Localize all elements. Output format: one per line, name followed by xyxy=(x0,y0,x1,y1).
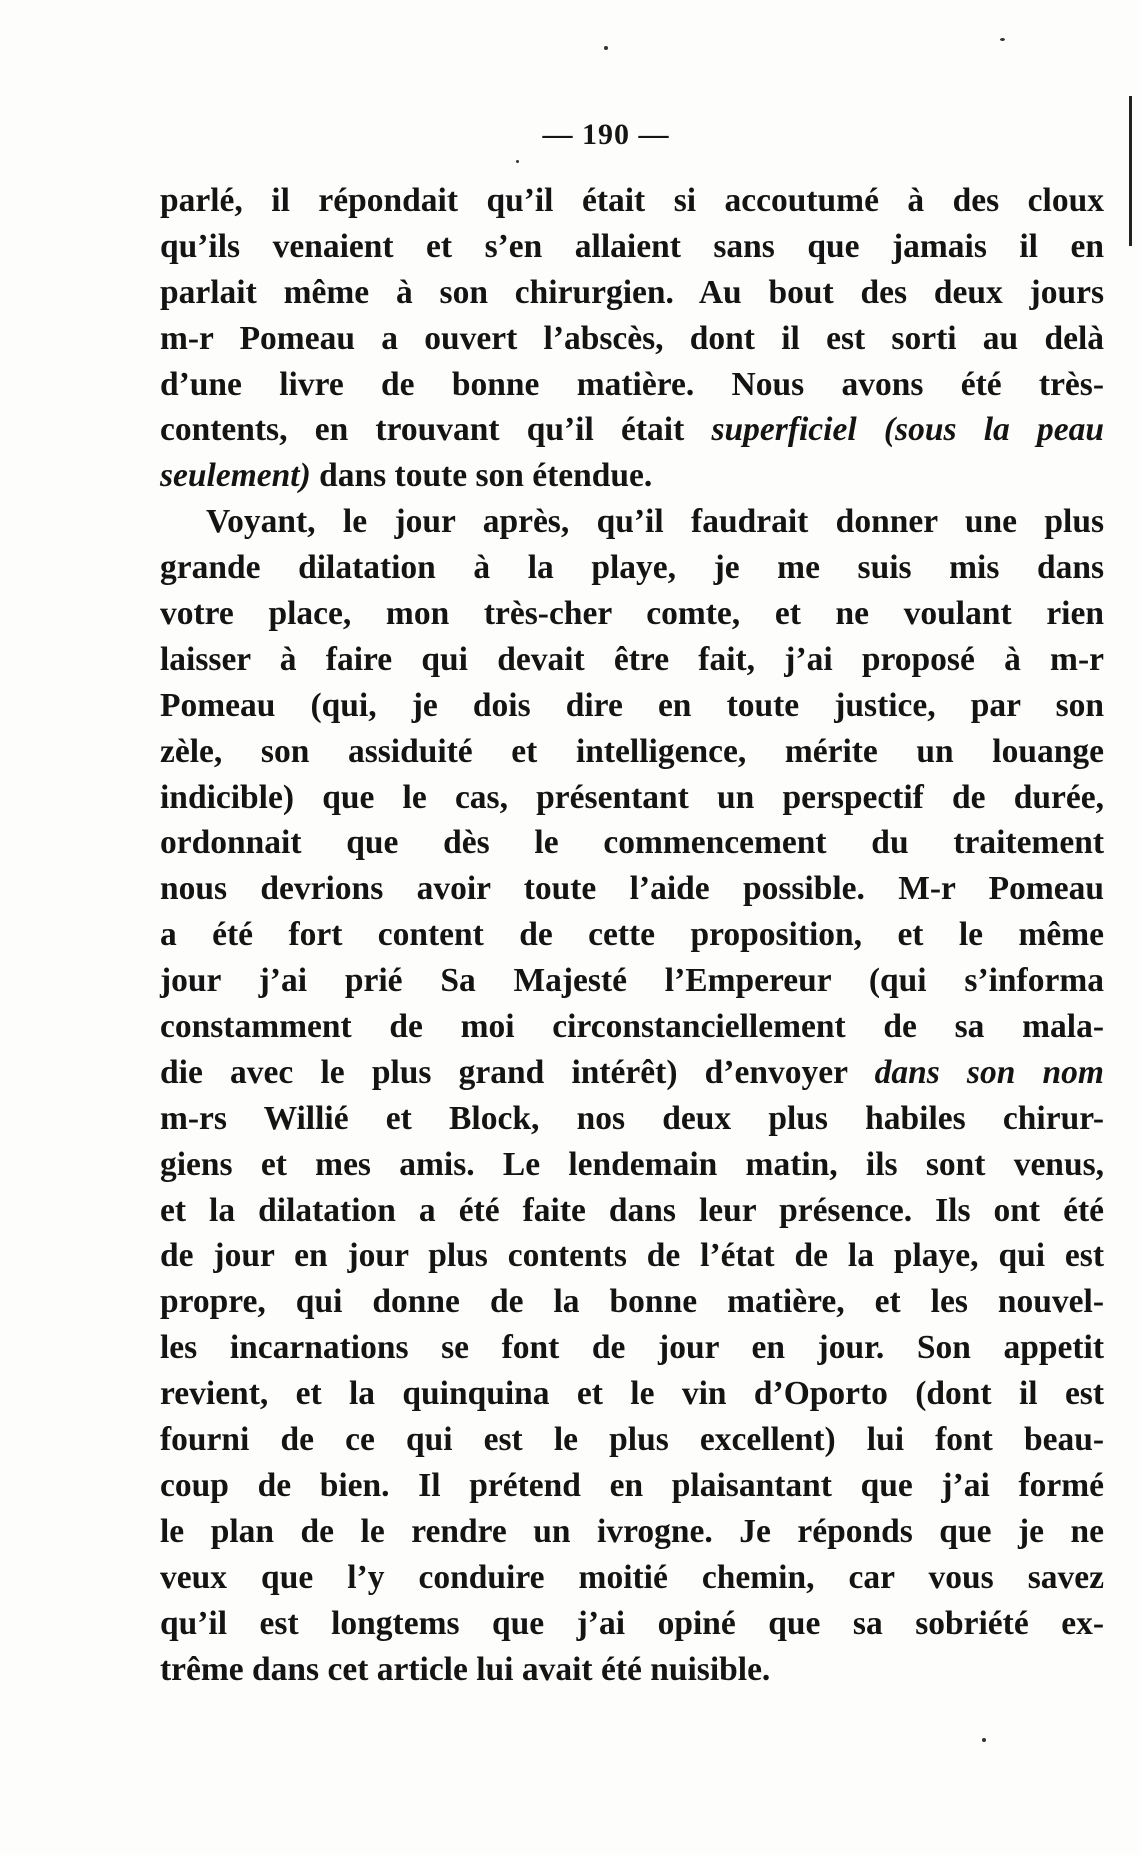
scan-speck xyxy=(516,160,519,163)
text-line: ordonnait que dès le commencement du traitement xyxy=(160,824,1104,862)
text-line: nous devrions avoir toute l’aide possible. M-r Pomeau xyxy=(160,870,1104,908)
text-segment: die avec le plus grand intérêt) d’envoyer xyxy=(160,1053,848,1091)
text-line: indicible) que le cas, présentant un perspectif de durée, xyxy=(160,778,1104,816)
body-text xyxy=(160,178,1104,1692)
text-line: jour j’ai prié Sa Majesté l’Empereur (qui s’informa xyxy=(160,962,1104,1000)
text-line: a été fort content de cette proposition, et le même xyxy=(160,916,1104,954)
text-line: qu’ils venaient et s’en allaient sans que jamais il en xyxy=(160,227,1104,265)
text-line xyxy=(160,407,1104,453)
text-line: m-r Pomeau a ouvert l’abscès, dont il est sorti au delà xyxy=(160,319,1104,357)
text-line: laisser à faire qui devait être fait, j’ai proposé à m-r xyxy=(160,640,1104,678)
text-line: les incarnations se font de jour en jour. Son appetit xyxy=(160,1329,1104,1367)
text-line: trême dans cet article lui avait été nuisible. xyxy=(160,1650,771,1688)
text-line: parlait même à son chirurgien. Au bout des deux jours xyxy=(160,273,1104,311)
text-line: qu’il est longtems que j’ai opiné que sa sobriété ex- xyxy=(160,1604,1104,1642)
text-line: grande dilatation à la playe, je me suis mis dans xyxy=(160,549,1104,587)
text-line: coup de bien. Il prétend en plaisantant que j’ai formé xyxy=(160,1466,1104,1504)
italic-emphasis: dans son nom xyxy=(874,1053,1104,1091)
text-line: zèle, son assiduité et intelligence, mérite un louange xyxy=(160,732,1104,770)
text-line: revient, et la quinquina et le vin d’Oporto (dont il est xyxy=(160,1375,1104,1413)
text-line: m-rs Willié et Block, nos deux plus habiles chirur- xyxy=(160,1099,1104,1137)
text-line: propre, qui donne de la bonne matière, et les nouvel- xyxy=(160,1283,1104,1321)
text-line xyxy=(160,1050,1104,1096)
text-line: fourni de ce qui est le plus excellent) lui font beau- xyxy=(160,1421,1104,1459)
italic-emphasis: superficiel (sous la peau xyxy=(711,411,1104,449)
scan-speck xyxy=(1000,38,1005,41)
paragraph-start-line: Voyant, le jour après, qu’il faudrait donner une plus xyxy=(206,503,1104,541)
text-line: d’une livre de bonne matière. Nous avons été très- xyxy=(160,365,1104,403)
text-line: Pomeau (qui, je dois dire en toute justice, par son xyxy=(160,686,1104,724)
text-line: de jour en jour plus contents de l’état de la playe, qui est xyxy=(160,1237,1104,1275)
text-line: parlé, il répondait qu’il était si accoutumé à des cloux xyxy=(160,182,1104,219)
text-line: et la dilatation a été faite dans leur présence. Ils ont été xyxy=(160,1191,1104,1229)
scan-speck xyxy=(982,1738,986,1742)
text-segment: contents, en trouvant qu’il était xyxy=(160,411,685,449)
italic-emphasis: seulement) xyxy=(160,457,311,495)
text-line: le plan de le rendre un ivrogne. Je réponds que je ne xyxy=(160,1512,1104,1550)
page-number: — 190 — xyxy=(542,118,670,151)
text-segment: dans toute son étendue. xyxy=(319,457,653,495)
text-line xyxy=(160,453,1104,499)
text-line: votre place, mon très-cher comte, et ne voulant rien xyxy=(160,595,1104,633)
text-line: constamment de moi circonstanciellement de sa mala- xyxy=(160,1008,1104,1046)
text-line: veux que l’y conduire moitié chemin, car vous savez xyxy=(160,1558,1104,1596)
text-line: giens et mes amis. Le lendemain matin, ils sont venus, xyxy=(160,1145,1104,1183)
scan-speck xyxy=(604,46,608,50)
